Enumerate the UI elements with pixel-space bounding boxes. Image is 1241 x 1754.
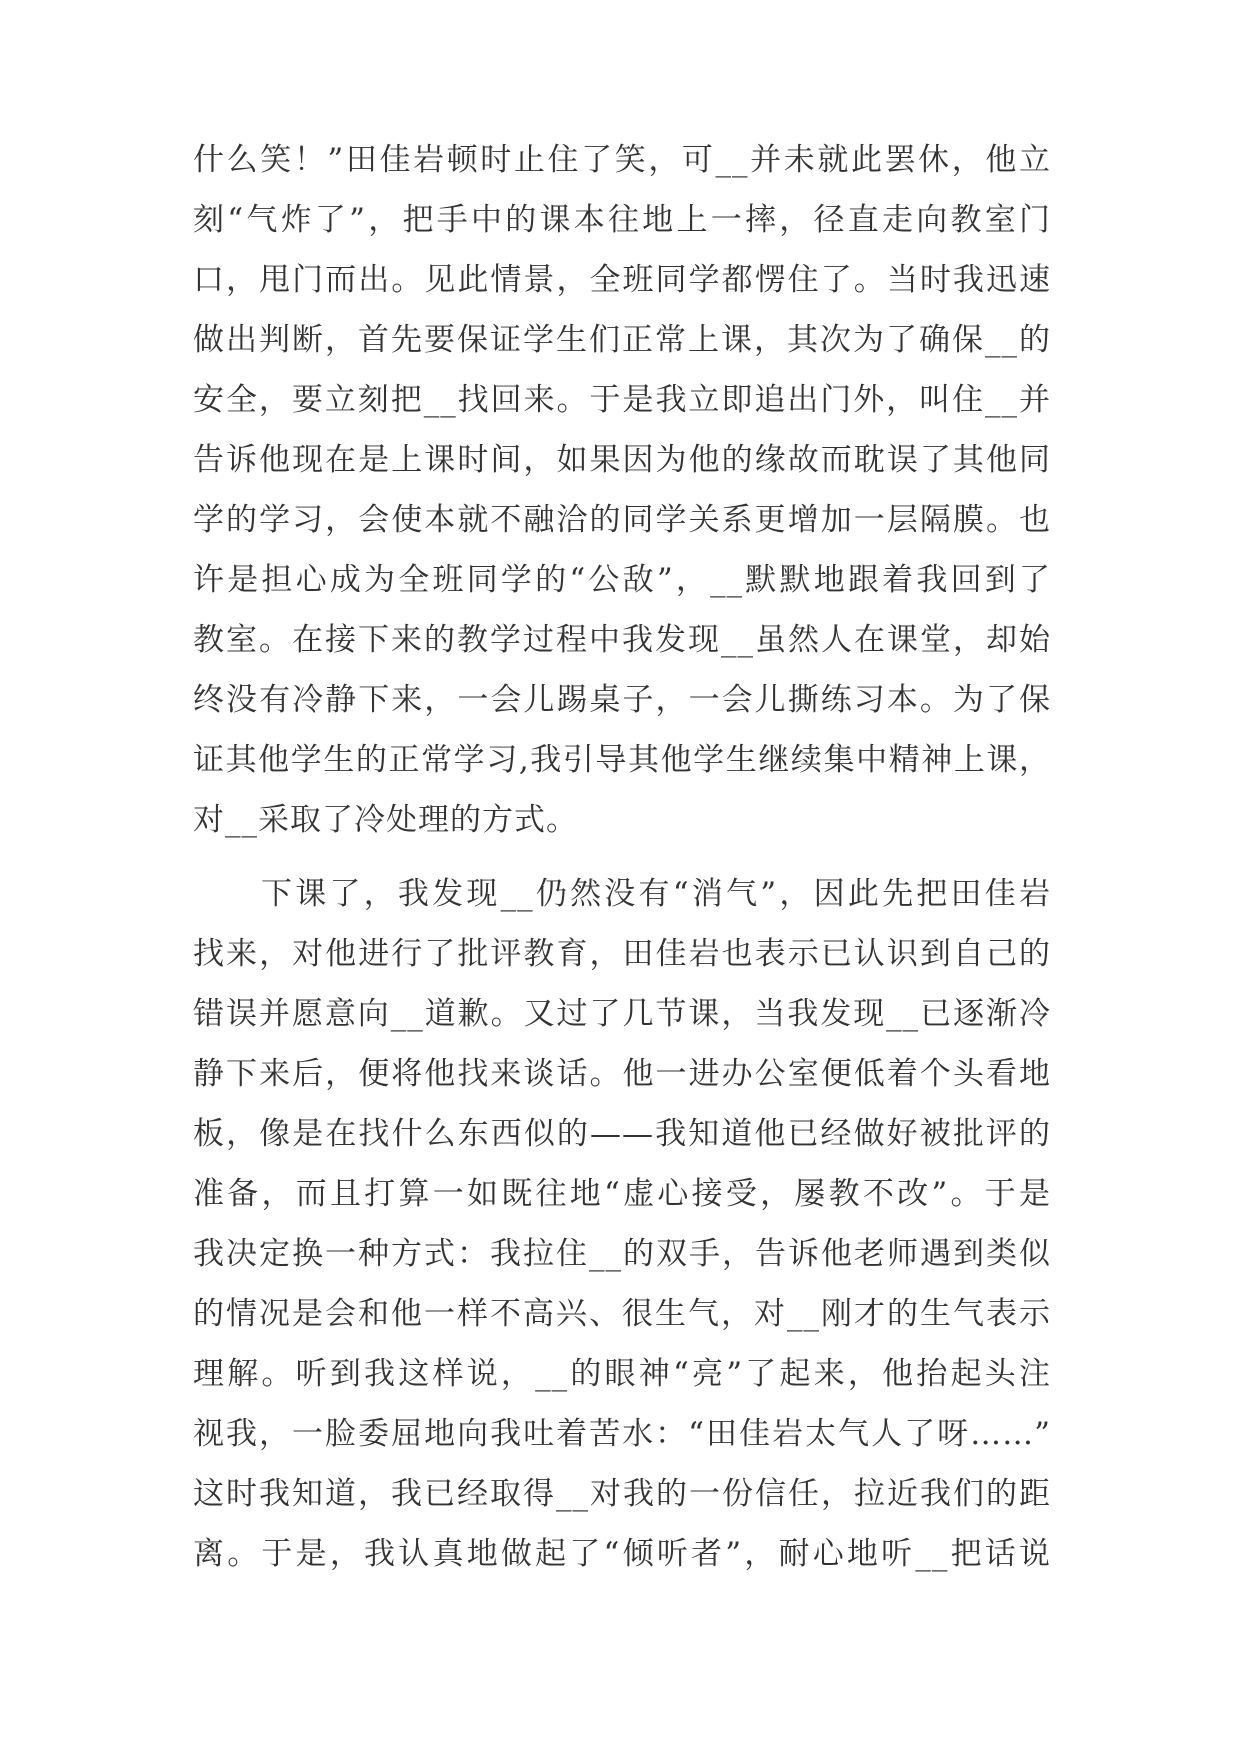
paragraph-gap [193,850,1051,864]
paragraph-2 [193,864,1051,1584]
text-line: 我决定换一种方式：我拉住__的双手，告诉他老师遇到类似 [193,1236,1051,1272]
text-line: 静下来后，便将他找来谈话。他一进办公室便低着个头看地 [193,1056,1051,1092]
text-line: 做出判断，首先要保证学生们正常上课，其次为了确保__的 [193,322,1051,358]
text-line: 终没有冷静下来，一会儿踢桌子，一会儿撕练习本。为了保 [193,682,1051,718]
text-line: 教室。在接下来的教学过程中我发现__虽然人在课堂，却始 [193,622,1051,658]
text-line: 错误并愿意向__道歉。又过了几节课，当我发现__已逐渐冷 [193,996,1051,1032]
text-line: 什么笑！”田佳岩顿时止住了笑，可__并未就此罢休，他立 [193,142,1051,178]
text-line: 视我，一脸委屈地向我吐着苦水：“田佳岩太气人了呀……” [193,1416,1051,1452]
text-line: 理解。听到我这样说，__的眼神“亮”了起来，他抬起头注 [193,1356,1051,1392]
text-line: 的情况是会和他一样不高兴、很生气，对__刚才的生气表示 [193,1296,1051,1332]
text-line: 找来，对他进行了批评教育，田佳岩也表示已认识到自己的 [193,936,1051,972]
text-line: 对__采取了冷处理的方式。 [193,802,578,838]
text-line: 下课了，我发现__仍然没有“消气”，因此先把田佳岩 [261,876,1051,912]
text-line: 这时我知道，我已经取得__对我的一份信任，拉近我们的距 [193,1476,1051,1512]
paragraph-1 [193,130,1051,850]
text-line: 板，像是在找什么东西似的——我知道他已经做好被批评的 [193,1116,1051,1152]
text-line: 安全，要立刻把__找回来。于是我立即追出门外，叫住__并 [193,382,1051,418]
text-line: 刻“气炸了”，把手中的课本往地上一摔，径直走向教室门 [193,202,1051,238]
text-line: 准备，而且打算一如既往地“虚心接受，屡教不改”。于是 [193,1176,1051,1212]
document-page [193,130,1051,1584]
text-line: 学的学习，会使本就不融洽的同学关系更增加一层隔膜。也 [193,502,1051,538]
text-line: 口，甩门而出。见此情景，全班同学都愣住了。当时我迅速 [193,262,1051,298]
text-line: 许是担心成为全班同学的“公敌”，__默默地跟着我回到了 [193,562,1051,598]
text-line: 证其他学生的正常学习,我引导其他学生继续集中精神上课， [193,742,1051,778]
text-line: 离。于是，我认真地做起了“倾听者”，耐心地听__把话说 [193,1536,1051,1572]
text-line: 告诉他现在是上课时间，如果因为他的缘故而耽误了其他同 [193,442,1051,478]
